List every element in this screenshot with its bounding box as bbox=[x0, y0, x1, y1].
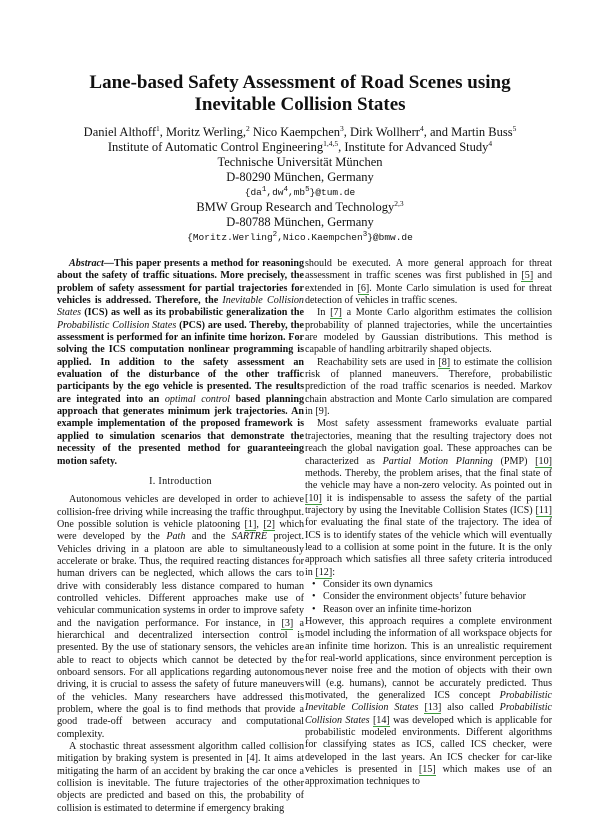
list-item: • Reason over an infinite time-horizon bbox=[312, 603, 472, 615]
affiliation-tum: Institute of Automatic Control Engineering$^{1,4,5}$, Institute for Advanced Study$^4$ bbox=[107, 138, 493, 154]
right-paragraph-4: Most safety assessment frameworks evaluate partial trajectories, meaning that the resulting trajectory does not reach the global navigation goal. These approaches can be characterized as Partial Motion Planning (PMP) [10] methods. Thereby, the problem arises, that the final state of the vehicle may have a non-zero velocity. As pointed out in [10] it is indispensable to assess the safety of the partial trajectory by using the Inevitable Collision States (ICS) [11] for evaluating the final state of the trajectory. The idea of ICS is to identify states of the vehicle which will eventually lead to a collision at some point in the future. It is the only approach which satisfies all three safety criteria introduced in [12]: bbox=[305, 418, 552, 578]
section-heading-introduction: I. Introduction bbox=[149, 475, 212, 487]
right-column bbox=[305, 258, 552, 789]
list-item: • Consider its own dynamics bbox=[312, 578, 433, 590]
citation-link[interactable]: [10] bbox=[535, 455, 552, 467]
intro-paragraph-2: A stochastic threat assessment algorithm called collision mitigation by braking system is presented in [4]. It aims at mitigating the harm of an accident by braking the car once a collision is inevitable. The future trajectories of the other objects are predicted and based on this, the probability of collision is estimated to determine if emergency braking bbox=[57, 741, 304, 814]
citation-link[interactable]: [3] bbox=[281, 617, 294, 629]
affiliation-tum-address: D-80290 München, Germany bbox=[226, 170, 374, 184]
safety-criteria-list bbox=[305, 579, 552, 616]
left-column bbox=[57, 258, 304, 815]
citation-link[interactable]: [15] bbox=[418, 764, 436, 776]
right-paragraph-3: Reachability sets are used in [8] to estimate the collision risk of planned maneuvers. Therefore, probabilistic prediction of the road traffic scenarios is needed. Markov chain abstraction and Monte Carlo simulation are compared in [9]. bbox=[305, 356, 552, 418]
intro-paragraph-1: Autonomous vehicles are developed in order to achieve collision-free driving while increasing the traffic throughput. One possible solution is vehicle platooning [1], [2] which were developed by the Path and the SARTRE project. Vehicles driving in a platoon are able to simultaneously accelerate or brake. Thus, the required reacting distances for human drivers can be neglected, which allows the cars to drive with considerably less distance compared to human controlled vehicles. Different approaches make use of vehicular communication systems in order to improve safety and the navigation performance. For instance, in [3] a hierarchical and decentralized intersection control is presented. By the use of stationary sensors, the vehicles are able to react to objects which cannot be detected by the onboard sensors. For all applications regarding autonomous driving, it is crucial to assess the safety of future maneuvers of the vehicles. Many researchers have addressed this problem, where the goal is to find methods that provide a good trade-off between accuracy and computational complexity. bbox=[57, 494, 304, 740]
affiliation-tum-university: Technische Universität München bbox=[217, 155, 383, 169]
citation-link[interactable]: [10] bbox=[305, 492, 322, 504]
bullet-icon: • bbox=[312, 578, 316, 590]
affiliation-bmw: BMW Group Research and Technology$^{2,3}$ bbox=[196, 198, 404, 214]
title-line-1: Lane-based Safety Assessment of Road Scenes using bbox=[89, 72, 511, 93]
right-paragraph-1: should be executed. A more general approach for threat assessment in traffic scenes was first published in [5] and extended in [6]. Monte Carlo simulation is used for threat detection of vehicles in traffic scenes. bbox=[305, 258, 552, 307]
right-paragraph-2: In [7] a Monte Carlo algorithm estimates the collision probability of planned trajectories, while the uncertainties are modeled by Gaussian distributions. This method is capable of handling arbitrarily shaped objects. bbox=[305, 307, 553, 356]
email-bmw: {Moritz.Werling$^2$,Nico.Kaempchen$^3$}@bmw.de bbox=[187, 230, 413, 243]
citation-link[interactable]: [8] bbox=[438, 356, 451, 368]
affiliation-bmw-address: D-80788 München, Germany bbox=[226, 215, 374, 229]
email-tum: $\{da^1,dw^4,mb^5\}@tum.de$ bbox=[244, 185, 356, 198]
citation-link[interactable]: [6] bbox=[357, 282, 370, 294]
bullet-icon: • bbox=[312, 591, 316, 603]
title-line-2: Inevitable Collision States bbox=[194, 94, 406, 115]
citation-link[interactable]: [14] bbox=[372, 714, 390, 726]
bullet-icon: • bbox=[312, 603, 316, 615]
citation-link[interactable]: [2] bbox=[263, 518, 275, 530]
citation-link[interactable]: [13] bbox=[424, 702, 442, 714]
paper-title bbox=[0, 72, 600, 116]
citation-link[interactable]: [12] bbox=[315, 566, 333, 578]
abstract: Abstract—This paper presents a method for reasoning about the safety of traffic situations. More precisely, the problem of safety assessment for partial trajectories for vehicles is addressed. Therefore, the Inevitable Collision States (ICS) as well as its probabilistic generalization the Probabilistic Collision States (PCS) are used. Thereby, the assessment is performed for an infinite time horizon. For solving the ICS computation nonlinear programming is applied. In addition to the safety assessment an evaluation of the disturbance of the other traffic participants by the ego vehicle is presented. The results are integrated into an optimal control based planning approach that generates minimum jerk trajectories. An example implementation of the proposed framework is applied to simulation scenarios that demonstrate the necessity of the presented method for guaranteeing motion safety. bbox=[57, 258, 304, 467]
citation-link[interactable]: [7] bbox=[330, 307, 342, 319]
author-block bbox=[0, 125, 600, 245]
list-item: • Consider the environment objects’ future behavior bbox=[312, 591, 527, 603]
abstract-label: Abstract bbox=[69, 258, 104, 269]
citation-link[interactable]: [1] bbox=[244, 518, 257, 530]
right-paragraph-5: However, this approach requires a complete environment model including the information of all workspace objects for an infinite time horizon. This is an unrealistic requirement for real-world applications, since environment perception is never noise free and the motion of objects with their own will (e.g. humans), cannot be accurately predicted. Thus motivated, the generalized ICS concept Probabilistic Inevitable Collision States [13] also called Probabilistic Collision States [14] was developed which is applicable for probabilistic modeled environments. Different algorithms for classifying states as ICS, called ICS checker, were developed in the last years. An ICS checker for car-like vehicles is presented in [15] which makes use of an approximation techniques to bbox=[305, 615, 552, 788]
citation-link[interactable]: [11] bbox=[535, 504, 552, 516]
author-names: Daniel Althoff$^1$, Moritz Werling,$^2$ Nico Kaempchen$^3$, Dirk Wollherr$^4$, and Martin Buss$^5$ bbox=[83, 123, 517, 139]
citation-link[interactable]: [5] bbox=[521, 270, 534, 282]
